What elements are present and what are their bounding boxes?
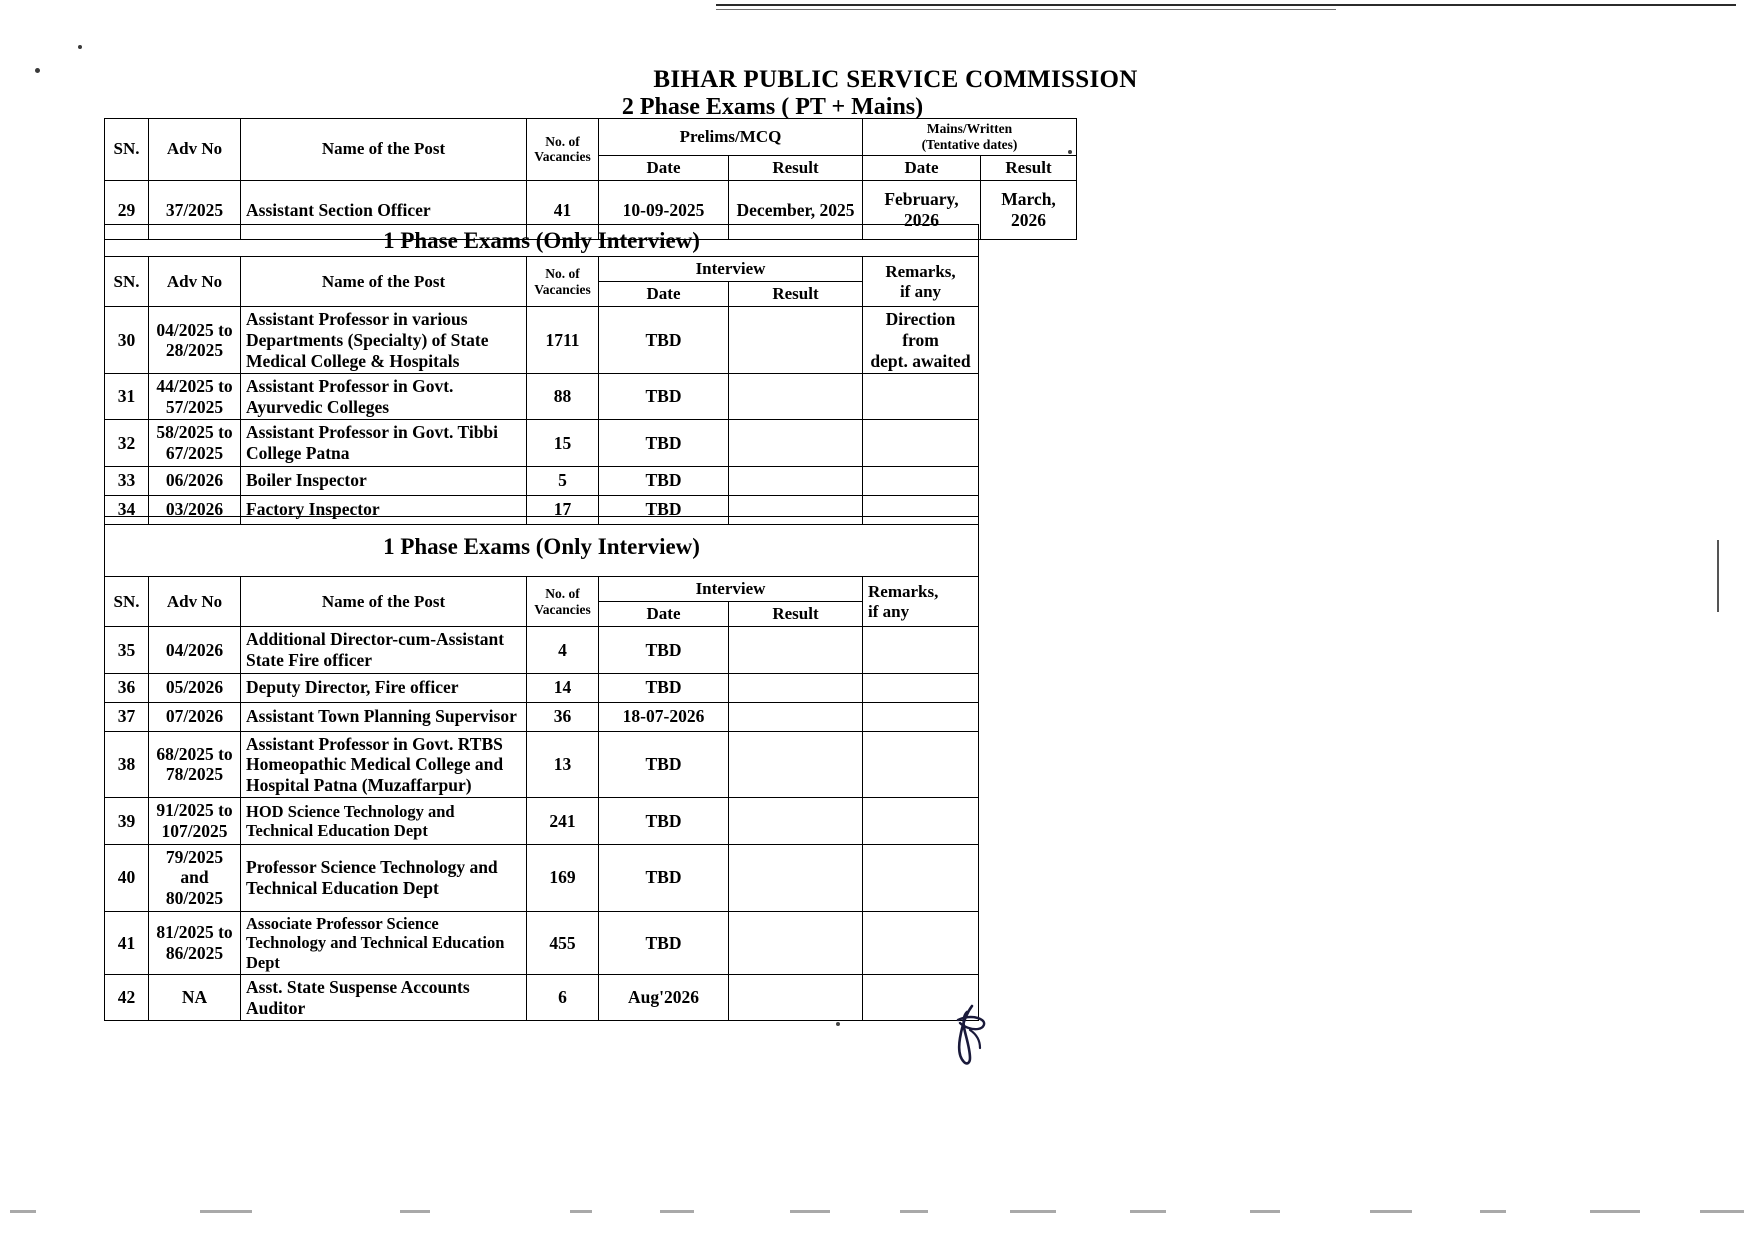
cell-adv-no [149,307,241,374]
cell-interview-date: TBD [599,420,729,466]
cell-remarks [863,844,979,911]
cell-remarks-line2: dept. awaited [870,350,971,371]
cell-interview-result [729,702,863,731]
cell-adv-no-line2: 78/2025 [165,764,224,785]
header-prelims-date: Date [599,155,729,180]
cell-post-name: Assistant Professor in Govt. Ayurvedic Colleges [241,374,527,420]
table-two-phase-exams [104,118,1077,240]
cell-adv-no-line2: 86/2025 [165,942,224,963]
scan-artifact-top-line [716,4,1736,6]
cell-interview-result [729,844,863,911]
cell-interview-result [729,975,863,1021]
cell-interview-result [729,627,863,673]
header-post-name: Name of the Post [241,577,527,627]
header-vacancies-line2: Vacancies [534,281,591,297]
cell-remarks [863,731,979,798]
header-remarks [863,257,979,307]
cell-post-name: Assistant Professor in Govt. Tibbi College Patna [241,420,527,466]
cell-interview-date: TBD [599,798,729,844]
cell-vacancies: 6 [527,975,599,1021]
header-interview-date: Date [599,282,729,307]
table-header-row [105,257,979,282]
cell-interview-date: TBD [599,911,729,974]
cell-vacancies: 15 [527,420,599,466]
cell-post-name: Assistant Town Planning Supervisor [241,702,527,731]
band-label-one-phase-a: 1 Phase Exams (Only Interview) [105,225,979,257]
header-mains-line1: Mains/Written [926,121,1013,136]
table-header-row [105,577,979,602]
cell-post-name: Asst. State Suspense Accounts Auditor [241,975,527,1021]
table-one-phase-exams-a [104,224,979,525]
cell-adv-no [149,911,241,974]
cell-remarks [863,420,979,466]
table-row [105,798,979,844]
cell-sn: 31 [105,374,149,420]
cell-sn: 32 [105,420,149,466]
cell-adv-no [149,374,241,420]
scan-artifact-bottom-edge [0,1196,1755,1242]
cell-adv-no [149,731,241,798]
band-label-one-phase-b: 1 Phase Exams (Only Interview) [105,517,979,577]
table-row [105,731,979,798]
cell-mains-date: February, 2026 [863,180,981,239]
cell-post-name: Boiler Inspector [241,466,527,495]
cell-adv-no-line2: 80/2025 [165,887,224,908]
table-row [105,627,979,673]
table-row [105,702,979,731]
table-row [105,673,979,702]
table-row [105,844,979,911]
cell-vacancies: 1711 [527,307,599,374]
header-remarks-line1: Remarks, [885,261,956,281]
cell-interview-result [729,731,863,798]
table-row [105,466,979,495]
cell-interview-result [729,374,863,420]
cell-post-name: HOD Science Technology and Technical Education Dept [241,798,527,844]
cell-remarks [863,374,979,420]
cell-interview-date: TBD [599,731,729,798]
cell-sn: 29 [105,180,149,239]
header-post-name: Name of the Post [241,119,527,181]
cell-vacancies: 17 [527,495,599,524]
cell-interview-date: TBD [599,673,729,702]
cell-adv-no [149,798,241,844]
cell-sn: 30 [105,307,149,374]
cell-adv-no-line1: 79/2025 and [165,846,224,888]
table-one-phase-exams-b [104,516,979,1021]
cell-adv-no-line1: 91/2025 to [156,800,233,821]
cell-adv-no-line2: 107/2025 [161,821,228,842]
header-sn: SN. [105,119,149,181]
header-interview-result: Result [729,282,863,307]
cell-interview-date: TBD [599,307,729,374]
cell-interview-result [729,798,863,844]
cell-adv-no-line2: 28/2025 [165,340,224,361]
cell-interview-result [729,307,863,374]
cell-post-name: Professor Science Technology and Technical Education Dept [241,844,527,911]
cell-adv-no: 07/2026 [149,702,241,731]
header-vacancies-line1: No. of [545,585,580,601]
header-sn: SN. [105,577,149,627]
cell-adv-no-line2: 57/2025 [165,396,224,417]
cell-interview-result [729,673,863,702]
cell-interview-date: TBD [599,844,729,911]
table-header-row [105,119,1077,156]
cell-post-name: Assistant Professor in Govt. RTBS Homeopathic Medical College and Hospital Patna (Muzaffarpur) [241,731,527,798]
cell-remarks [863,307,979,374]
cell-post-name: Deputy Director, Fire officer [241,673,527,702]
cell-sn: 38 [105,731,149,798]
cell-vacancies: 455 [527,911,599,974]
header-mains-line2: (Tentative dates) [921,136,1018,152]
cell-interview-date: TBD [599,627,729,673]
cell-remarks [863,673,979,702]
cell-vacancies: 14 [527,673,599,702]
cell-post-name: Assistant Professor in various Departments (Specialty) of State Medical College & Hospitals [241,307,527,374]
cell-adv-no-line1: 44/2025 to [156,376,233,397]
header-remarks [863,577,979,627]
cell-adv-no: 06/2026 [149,466,241,495]
cell-adv-no-line2: 67/2025 [165,443,224,464]
header-prelims-result: Result [729,155,863,180]
header-vacancies-line2: Vacancies [534,601,591,617]
cell-adv-no-line1: 81/2025 to [156,922,233,943]
cell-interview-date: TBD [599,466,729,495]
header-vacancies-line1: No. of [545,133,580,149]
cell-adv-no-line1: 04/2025 to [156,319,233,340]
header-remarks-line1: Remarks, [868,581,939,601]
header-post-name: Name of the Post [241,257,527,307]
cell-sn: 34 [105,495,149,524]
cell-vacancies: 5 [527,466,599,495]
band-row-one-phase-a [105,225,979,257]
cell-prelims-result: December, 2025 [729,180,863,239]
header-remarks-line2: if any [868,601,910,621]
cell-remarks-line1: Direction from [885,309,956,350]
header-interview-result: Result [729,602,863,627]
scan-artifact-top-line-secondary [716,9,1336,10]
table-row [105,911,979,974]
cell-vacancies: 36 [527,702,599,731]
cell-interview-date: TBD [599,374,729,420]
header-mains-date: Date [863,155,981,180]
header-mains-result: Result [981,155,1077,180]
table-row [105,374,979,420]
header-adv-no: Adv No [149,257,241,307]
cell-adv-no: 03/2026 [149,495,241,524]
cell-prelims-date: 10-09-2025 [599,180,729,239]
cell-interview-result [729,911,863,974]
cell-vacancies: 41 [527,180,599,239]
page-title: BIHAR PUBLIC SERVICE COMMISSION [653,66,1138,93]
header-interview-group: Interview [599,257,863,282]
cell-vacancies: 241 [527,798,599,844]
cell-remarks [863,911,979,974]
header-remarks-line2: if any [899,281,942,301]
header-sn: SN. [105,257,149,307]
header-prelims-group: Prelims/MCQ [599,119,863,156]
cell-sn: 40 [105,844,149,911]
cell-vacancies: 169 [527,844,599,911]
cell-post-name: Assistant Section Officer [241,180,527,239]
cell-vacancies: 13 [527,731,599,798]
cell-interview-date: Aug'2026 [599,975,729,1021]
cell-post-name: Associate Professor Science Technology and Technical Education Dept [241,911,527,974]
table-row [105,420,979,466]
cell-adv-no [149,844,241,911]
header-mains-group [863,119,1077,156]
cell-post-name: Additional Director-cum-Assistant State Fire officer [241,627,527,673]
cell-sn: 35 [105,627,149,673]
scan-speck-d [836,1022,840,1026]
cell-sn: 39 [105,798,149,844]
cell-sn: 36 [105,673,149,702]
cell-adv-no-line1: 58/2025 to [156,422,233,443]
header-vacancies-line2: Vacancies [534,149,591,165]
cell-adv-no-line1: 68/2025 to [156,743,233,764]
band-row-one-phase-b [105,517,979,577]
cell-adv-no [149,420,241,466]
header-interview-date: Date [599,602,729,627]
cell-mains-result: March, 2026 [981,180,1077,239]
header-vacancies-line1: No. of [545,265,580,281]
cell-remarks [863,466,979,495]
header-interview-group: Interview [599,577,863,602]
header-adv-no: Adv No [149,119,241,181]
cell-sn: 33 [105,466,149,495]
cell-sn: 41 [105,911,149,974]
header-vacancies [527,119,599,181]
cell-interview-date: 18-07-2026 [599,702,729,731]
cell-interview-result [729,420,863,466]
table-row [105,307,979,374]
cell-vacancies: 88 [527,374,599,420]
scan-artifact-right-tick [1717,540,1719,612]
cell-remarks [863,627,979,673]
table-row [105,975,979,1021]
cell-post-name: Factory Inspector [241,495,527,524]
signature-mark [936,1000,1006,1070]
header-vacancies [527,257,599,307]
cell-adv-no: NA [149,975,241,1021]
cell-adv-no: 05/2026 [149,673,241,702]
scan-speck-a [78,45,82,49]
cell-adv-no: 04/2026 [149,627,241,673]
header-vacancies [527,577,599,627]
cell-vacancies: 4 [527,627,599,673]
cell-sn: 42 [105,975,149,1021]
cell-interview-date: TBD [599,495,729,524]
header-adv-no: Adv No [149,577,241,627]
section-title-two-phase: 2 Phase Exams ( PT + Mains) [621,94,924,120]
cell-remarks [863,798,979,844]
cell-sn: 37 [105,702,149,731]
cell-adv-no: 37/2025 [149,180,241,239]
cell-interview-result [729,466,863,495]
cell-remarks [863,702,979,731]
